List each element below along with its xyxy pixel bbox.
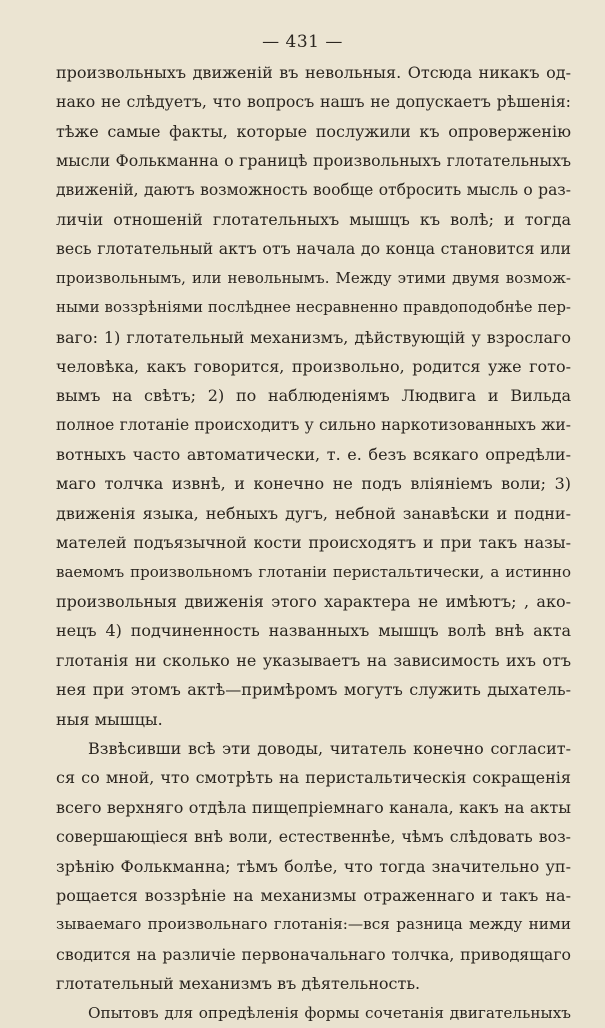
- text-line: мысли Фолькманна о границѣ произвольныхъ глотательныхъ: [56, 151, 571, 171]
- text-line: ся со мной, что смотрѣть на перистальтическія сокращенія: [56, 768, 571, 788]
- text-line: личіи отношеній глотательныхъ мышцъ къ волѣ; и тогда: [56, 209, 571, 229]
- text-line: полное глотаніе происходитъ у сильно наркотизованныхъ жи-: [56, 415, 571, 434]
- text-line: зрѣнію Фолькманна; тѣмъ болѣе, что тогда значительно уп-: [56, 856, 571, 876]
- text-line: ваго: 1) глотательный механизмъ, дѣйствующій у взрослаго: [56, 327, 571, 347]
- text-line: Опытовъ для опредѣленія формы сочетанія двигательныхъ: [88, 1003, 571, 1022]
- text-line: движенія языка, небныхъ дугъ, небной занавѣски и подни-: [56, 503, 571, 523]
- text-line: зываемаго произвольнаго глотанія:—вся разница между ними: [56, 915, 571, 934]
- text-line: глотанія ни сколько не указываетъ на зависимость ихъ отъ: [56, 650, 571, 670]
- text-line: Взвѣсивши всѣ эти доводы, читатель конечно согласит-: [88, 738, 571, 758]
- text-line: произвольныхъ движеній въ невольныя. Отсюда никакъ од-: [56, 63, 571, 82]
- text-line: человѣка, какъ говорится, произвольно, родится уже гото-: [56, 356, 571, 376]
- text-line: вотныхъ часто автоматически, т. е. безъ всякаго опредѣли-: [56, 445, 571, 465]
- text-line: нецъ 4) подчиненность названныхъ мышцъ волѣ внѣ акта: [56, 621, 571, 641]
- text-line: сводится на различіе первоначальнаго толчка, приводящаго: [56, 944, 571, 964]
- text-line: вымъ на свѣтъ; 2) по наблюденіямъ Людвига и Вильда: [56, 386, 571, 406]
- text-line: всего верхняго отдѣла пищепріемнаго канала, какъ на акты: [56, 797, 571, 817]
- text-line: совершающіеся внѣ воли, естественнѣе, чѣмъ слѣдовать воз-: [56, 827, 571, 847]
- text-line: мателей подъязычной кости происходятъ и при такъ назы-: [56, 533, 571, 553]
- text-line: тѣже самые факты, которые послужили къ опроверженію: [56, 121, 571, 141]
- text-line: ныя мышцы.: [56, 709, 163, 729]
- text-line: ными воззрѣніями послѣднее несравненно правдоподобнѣе пер-: [56, 298, 571, 317]
- text-line: произвольнымъ, или невольнымъ. Между этими двумя возмож-: [56, 268, 571, 287]
- text-line: нея при этомъ актѣ—примѣромъ могутъ служить дыхатель-: [56, 680, 571, 700]
- text-line: рощается воззрѣніе на механизмы отраженнаго и такъ на-: [56, 885, 571, 905]
- page-number: — 431 —: [262, 32, 343, 52]
- text-line: произвольныя движенія этого характера не имѣютъ; , ако-: [56, 592, 571, 612]
- text-line: движеній, даютъ возможность вообще отбросить мысль о раз-: [56, 180, 571, 199]
- text-line: нако не слѣдуетъ, что вопросъ нашъ не допускаетъ рѣшенія:: [56, 92, 571, 112]
- text-line: ваемомъ произвольномъ глотаніи перистальтически, а истинно: [56, 562, 571, 581]
- text-line: маго толчка извнѣ, и конечно не подъ вліяніемъ воли; 3): [56, 474, 571, 494]
- text-line: весь глотательный актъ отъ начала до конца становится или: [56, 239, 571, 259]
- text-line: глотательный механизмъ въ дѣятельность.: [56, 974, 421, 994]
- body-text: [56, 58, 571, 1028]
